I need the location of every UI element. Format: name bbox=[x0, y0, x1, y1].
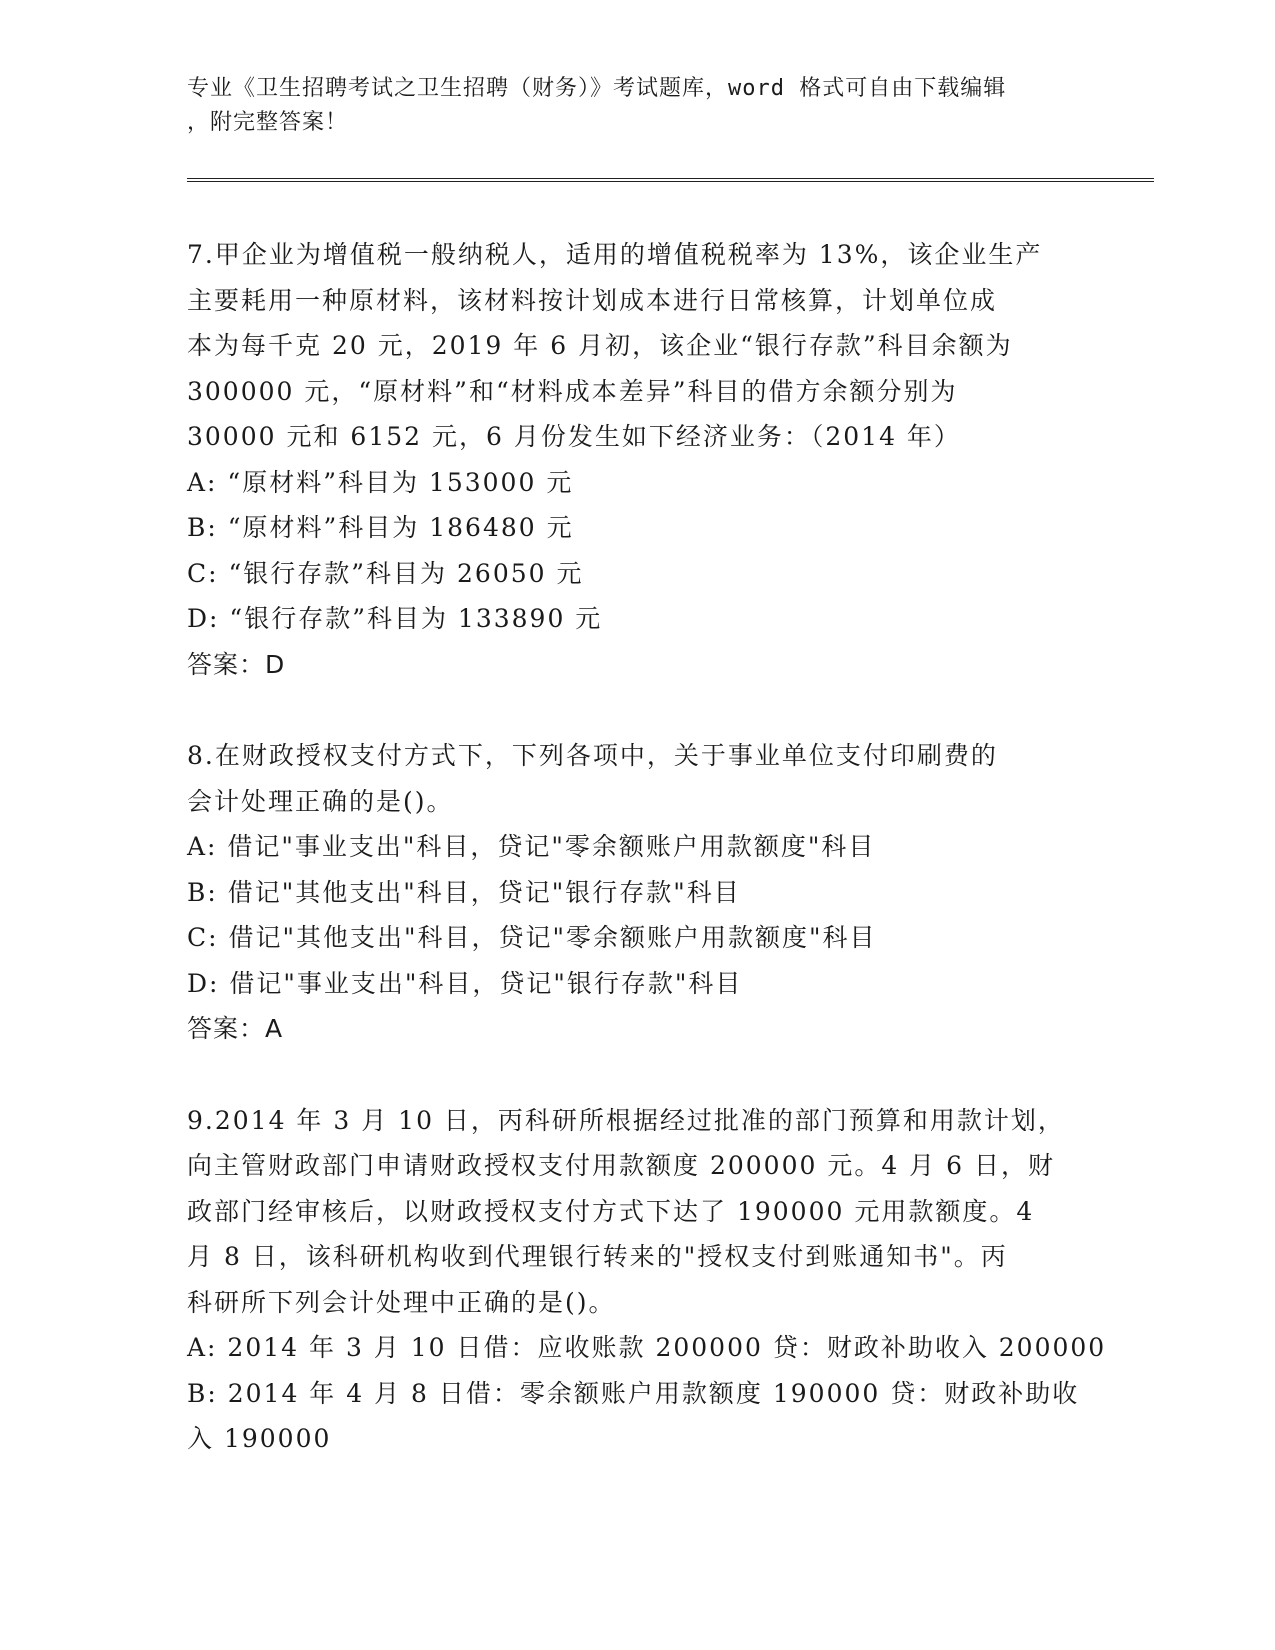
question-7 bbox=[187, 232, 1087, 687]
question-8 bbox=[187, 733, 1087, 1052]
question-stem-line: 本为每千克 20 元，2019 年 6 月初，该企业“银行存款”科目余额为 bbox=[187, 331, 1013, 360]
question-stem-line: 8.在财政授权支付方式下，下列各项中，关于事业单位支付印刷费的 bbox=[187, 741, 998, 770]
header-line: 专业《卫生招聘考试之卫生招聘（财务）》考试题库，word 格式可自由下载编辑 bbox=[187, 76, 1007, 101]
option-c: C: “银行存款”科目为 26050 元 bbox=[187, 558, 584, 588]
option-b: B: “原材料”科目为 186480 元 bbox=[187, 513, 574, 542]
document-header bbox=[187, 72, 1087, 140]
answer-label: 答案：A bbox=[187, 1014, 284, 1043]
header-line: ，附完整答案！ bbox=[187, 110, 349, 135]
question-9 bbox=[187, 1098, 1107, 1462]
option-b: B: 借记"其他支出"科目，贷记"银行存款"科目 bbox=[187, 877, 741, 907]
header-divider bbox=[187, 178, 1154, 182]
option-d: D: 借记"事业支出"科目，贷记"银行存款"科目 bbox=[187, 968, 743, 998]
option-c: C: 借记"其他支出"科目，贷记"零余额账户用款额度"科目 bbox=[187, 923, 877, 952]
option-a: A: 2014 年 3 月 10 日借：应收账款 200000 贷：财政补助收入 200000 bbox=[187, 1333, 1107, 1362]
option-d: D: “银行存款”科目为 133890 元 bbox=[187, 604, 603, 633]
question-stem-line: 300000 元，“原材料”和“材料成本差异”科目的借方余额分别为 bbox=[187, 376, 958, 406]
question-stem-line: 月 8 日，该科研机构收到代理银行转来的"授权支付到账通知书"。丙 bbox=[187, 1242, 1008, 1271]
option-b-continued: 入 190000 bbox=[187, 1424, 332, 1453]
question-stem-line: 政部门经审核后，以财政授权支付方式下达了 190000 元用款额度。4 bbox=[187, 1196, 1035, 1226]
question-stem-line: 会计处理正确的是()。 bbox=[187, 786, 454, 816]
question-stem-line: 向主管财政部门申请财政授权支付用款额度 200000 元。4 月 6 日，财 bbox=[187, 1151, 1055, 1180]
question-stem-line: 9.2014 年 3 月 10 日，丙科研所根据经过批准的部门预算和用款计划， bbox=[187, 1105, 1065, 1135]
answer-label: 答案：D bbox=[187, 649, 286, 679]
question-stem-line: 科研所下列会计处理中正确的是()。 bbox=[187, 1287, 616, 1317]
option-b: B: 2014 年 4 月 8 日借：零余额账户用款额度 190000 贷：财政补助收 bbox=[187, 1378, 1080, 1408]
question-list bbox=[187, 232, 1107, 1508]
option-a: A: “原材料”科目为 153000 元 bbox=[187, 467, 574, 497]
question-stem-line: 30000 元和 6152 元，6 月份发生如下经济业务：（2014 年） bbox=[187, 422, 961, 451]
question-stem-line: 主要耗用一种原材料，该材料按计划成本进行日常核算，计划单位成 bbox=[187, 285, 998, 315]
question-stem-line: 7.甲企业为增值税一般纳税人，适用的增值税税率为 13%，该企业生产 bbox=[187, 240, 1043, 269]
option-a: A: 借记"事业支出"科目，贷记"零余额账户用款额度"科目 bbox=[187, 832, 876, 861]
